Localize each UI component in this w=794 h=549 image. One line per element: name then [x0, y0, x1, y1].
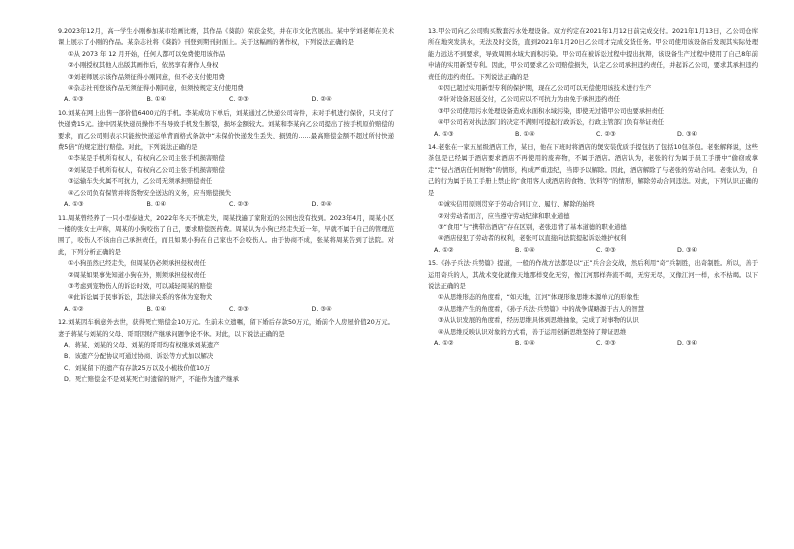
question-12: [58, 317, 394, 385]
option: ②针对设备迟延交付，乙公司应以不可抗力为由免于承担违约责任: [438, 96, 620, 104]
option: ②对劳动者而言，应当遵守劳动纪律和职业道德: [438, 212, 570, 220]
choice-c: C. ②③: [596, 246, 616, 254]
option: ③考虑到宠物伤人的诉讼时效，可以减轻周某的赔偿: [68, 282, 213, 290]
option: ③从认识发展的角度看，经历思维具体到思维抽象，完成了对事物的认识: [438, 317, 639, 325]
answer-choices: [428, 129, 758, 140]
right-column: [428, 26, 758, 539]
question-11: [58, 213, 394, 316]
option: ②小刚授权其他人出版其画作后，依然享有著作人身权: [68, 62, 219, 70]
choice-c: C. ②③: [229, 96, 249, 104]
choice-d: D. ③④: [311, 305, 332, 313]
choice-a: A. ①③: [64, 201, 84, 209]
answer-choices: [428, 245, 758, 256]
option: ③“食用”与“携带出酒店”存在区别，老张违背了基本道德的职业道德: [438, 223, 627, 231]
question-stem: 12.刘某因车祸意外去世，获得死亡赔偿金10万元。生前未立遗嘱，留下婚后存款50万元，婚前个人房屋价值20万元。妻子蒋某与刘某的父母、哥哥因财产继承问题争论不休。对此，以下说法正确的是: [58, 319, 394, 338]
question-stem: 9.2023年12月，高一学生小刚参加某市绘画比赛，其作品《葵韵》荣获金奖，并在市文化宫展出。某中学刘老师在美术课上展示了小刚的作品。某杂志社将《葵韵》刊登到期刊封面上。关于这幅画的著作权，下列说法正确的是: [58, 28, 394, 47]
option: ②刘某是手机所有权人，有权向乙公司主张手机损害赔偿: [68, 166, 225, 174]
option: ①小狗虽然已经走失，但周某仍必须承担侵权责任: [68, 260, 206, 268]
option: ③刘老师展示该作品须征得小刚同意，但不必支付使用费: [68, 73, 225, 81]
choice-a: A. ①③: [64, 96, 84, 104]
choice-c: C. ②③: [596, 339, 616, 347]
question-15: [428, 258, 758, 349]
question-9: [58, 26, 394, 106]
option: ①诚实信用原则贯穿于劳动合同订立、履行、解除的始终: [438, 201, 595, 209]
option: ①因已超过实用新型专利的保护期，现在乙公司可以无偿使用该技术进行生产: [438, 85, 652, 93]
option: ①李某是手机所有权人，有权向乙公司主张手机损害赔偿: [68, 155, 225, 163]
question-13: [428, 26, 758, 140]
choice-a: A. ①②: [434, 339, 454, 347]
answer-choices: [58, 94, 394, 105]
choice-a: A. ①②: [64, 305, 84, 313]
choice-d: D. ②④: [311, 201, 332, 209]
option: ③甲公司使用污水处理设备造成水面积水域污染，即使无过错甲公司也要承担责任: [438, 107, 665, 115]
choice-b: B. ①④: [515, 130, 535, 138]
question-stem: 14.老张在一家五星级酒店工作，某日，他在下班时将酒店的煲安装优质手提包扔了包括10包茶包。老张解释说，这些茶包是已经属于酒店要求酒店不再使用的废弃物，不属于酒店。酒店认为，老张的行为属于员工手册中“偷窃或拿走”“侵占酒店任何财物”的情形，构成严重违纪，当即予以解除。因此，酒店解除了与老张的劳动合同。老张认为，自己的行为属于员工手册上禁止的“食用客人或酒店的食物、饮料等”的情形，解除劳动合同违法。对此，下列认识正确的是: [428, 144, 758, 197]
choice-c: C. ②③: [229, 305, 249, 313]
option: ④杂志社刊登该作品无须征得小刚同意，但须按规定支付使用费: [68, 85, 244, 93]
left-column: [58, 26, 394, 539]
choice-c: C. ②③: [596, 130, 616, 138]
option: D．死亡赔偿金不是刘某死亡时遗留的财产，不能作为遗产继承: [64, 376, 239, 384]
choice-a: A. ①②: [434, 246, 454, 254]
choice-c: C. ②③: [229, 201, 249, 209]
answer-choices: [58, 304, 394, 315]
choice-b: B. ①④: [515, 339, 535, 347]
choice-b: B. ①④: [146, 96, 167, 104]
option: ④乙公司负有保管并将货物安全送达的义务，应当赔偿损失: [68, 189, 232, 197]
choice-d: D. ③④: [677, 339, 698, 347]
question-stem: 10.刘某在网上出售一部价值6400元的手机。李某成功下单后，刘某通过乙快递公司寄件，未对手机进行保价，只支付了快递费15元。途中因某快递员操作不当导致手机发生断裂，损坏金额较大。刘某和李某向乙公司提出了按手机原价赔偿的要求，而乙公司则表示只能按快递运单背面格式条款中“未保价快递发生丢失、损毁的……最高赔偿金额不超过所付快递费5倍”的规定进行赔偿。对此，下列说法正确的是: [58, 109, 394, 152]
choice-d: D. ③④: [677, 130, 698, 138]
option: ①从思维形态的角度看，“如天地，江河”体现形象思维本源单元的形象性: [438, 294, 640, 302]
option: B．该遗产分配协议可通过协商、诉讼等方式加以解决: [64, 353, 214, 361]
question-stem: 15.《孙子兵法·兵势篇》提道，一般的作战方法都是以“正”兵合会交战，然后利用“奇”兵制胜，出奇制胜。所以，善于运用奇兵的人，其战术变化就像天地那样变化无穷，像江河那样奔流不竭，无穷无尽，又像江河一样，永不枯竭。以下说法正确的是: [428, 260, 758, 290]
choice-b: B. ①④: [146, 305, 167, 313]
choice-b: B. ①④: [515, 246, 535, 254]
answer-choices: [428, 338, 758, 349]
option: ④酒店侵犯了劳动者的权利，老张可以直接向法院提起诉讼维护权利: [438, 235, 627, 243]
option: ②从思维产生的角度看，《孙子兵法·兵势篇》中的战争谋略源于古人的智慧: [438, 305, 644, 313]
question-10: [58, 108, 394, 211]
answer-choices: [58, 199, 394, 210]
option: ①从 2073 年 12 月开始，任何人都可以免费使用该作品: [68, 50, 226, 58]
option: ②周某如果事先知道小狗在外，则须承担侵权责任: [68, 271, 206, 279]
choice-a: A. ①③: [434, 130, 454, 138]
question-stem: 13.甲公司向乙公司购买数套污水处理设备。双方约定在2021年1月12日前完成交付。2021年1月13日，乙公司仓库所在地突发洪水，无法及时交货，直到2021年1月20日乙公司才完成交货任务。甲公司使用该设备后发现其实际处理能力远达不到要求，导致周围水域大面积污染。甲公司在被诉讼过程中提出抗辩，该设备生产过程中使用了自己8年前申请的实用新型专利。因此，甲公司要求乙公司赔偿损失，认定乙公司承担违约责任，并起诉乙公司，要求其承担违约责任的违约责任。下列说法正确的是: [428, 28, 758, 81]
question-stem: 11.周某曾经养了一只小型泰迪犬，2022年冬天不慎走失，周某找遍了家附近的公园也没有找到。2023年4月，周某小区一楼的张女士声称，周某的小狗咬伤了自己，要求赔偿医药费。周某认为小狗已经走失近一年，早就不属于自己的管理范围了，咬伤人不该由自己承担责任，而且如果小狗在自己家也不会咬伤人。由于协商不成，张某将周某告到了法院。对此，下列分析正确的是: [58, 214, 394, 256]
choice-d: D. ③④: [677, 246, 698, 254]
option: ③运输车失火属不可抗力，乙公司无须承担赔偿责任: [68, 178, 213, 186]
option: ④此诉讼属于民事诉讼，其法律关系的客体为宠物犬: [68, 294, 213, 302]
question-14: [428, 142, 758, 256]
option: ④甲公司若对执法部门的决定不满则可提起行政诉讼，行政主管部门负有举证责任: [438, 119, 665, 127]
choice-d: D. ②④: [311, 96, 332, 104]
choice-b: B. ①④: [146, 201, 167, 209]
option: ④从思维反映认识对象的方式看，善于运用创新思维坚持了辩证思维: [438, 328, 627, 336]
option: C．刘某留下的遗产有存款25万以及小梳妆价值10万: [64, 364, 211, 372]
option: A．蒋某、刘某的父母、刘某的哥哥均有权继承刘某遗产: [64, 341, 220, 349]
